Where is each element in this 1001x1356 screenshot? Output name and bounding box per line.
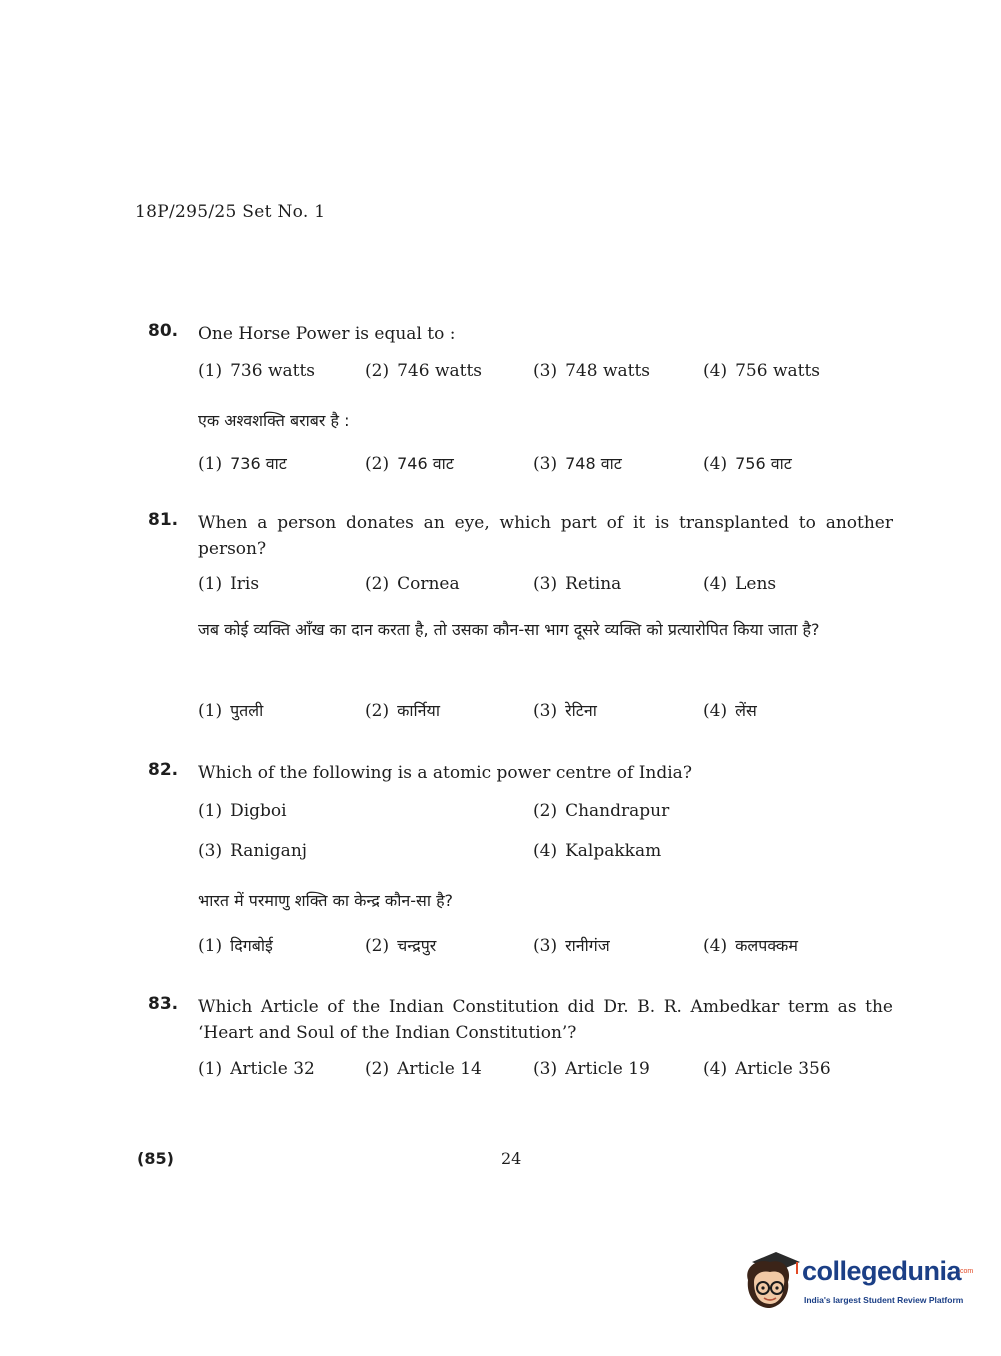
options-english [198,574,898,602]
page-number: 24 [501,1149,522,1168]
option-4: (4) 756 watts [703,361,821,381]
option-3: (3) 748 watts [533,361,651,381]
options-english-row-2 [198,841,898,869]
options-english [198,361,898,389]
option-2: (2) Chandrapur [533,801,670,821]
question-number: 80. [148,321,179,341]
question-number: 82. [148,760,179,780]
question-number: 81. [148,510,179,530]
option-3-hindi: (3) 748 वाट [533,454,622,474]
options-hindi [198,934,898,962]
option-2-hindi: (2) 746 वाट [365,454,454,474]
question-text: Which Article of the Indian Constitution did Dr. B. R. Ambedkar term as the ‘Heart and Soul of the Indian Constitution’? [198,997,893,1043]
option-3: (3) Article 19 [533,1059,650,1079]
option-4: (4) Kalpakkam [533,841,662,861]
option-1-hindi: (1) दिगबोई [198,936,273,956]
option-1: (1) Iris [198,574,260,594]
paper-set-code: 18P/295/25 Set No. 1 [135,202,326,222]
option-4: (4) Lens [703,574,777,594]
option-1: (1) Article 32 [198,1059,315,1079]
options-hindi [198,699,898,727]
mascot-icon [742,1250,800,1312]
footer-code: (85) [137,1149,174,1168]
option-2: (2) 746 watts [365,361,483,381]
question-text: When a person donates an eye, which part of it is transplanted to another person? [198,513,893,559]
question-text: One Horse Power is equal to : [198,324,456,344]
option-4-hindi: (4) कलपक्कम [703,936,798,956]
logo-suffix: .com [958,1268,974,1275]
option-3: (3) Raniganj [198,841,308,861]
option-2-hindi: (2) कार्निया [365,701,440,721]
option-1: (1) 736 watts [198,361,316,381]
question-text: Which of the following is a atomic power centre of India? [198,763,692,783]
option-3-hindi: (3) रानीगंज [533,936,610,956]
question-text-hindi: एक अश्वशक्ति बराबर है : [198,411,350,430]
options-english [198,1059,898,1087]
question-number: 83. [148,994,179,1014]
option-4: (4) Article 356 [703,1059,831,1079]
option-1-hindi: (1) 736 वाट [198,454,287,474]
options-hindi [198,452,898,480]
option-1: (1) Digboi [198,801,287,821]
logo-wordmark: collegedunia [802,1256,962,1286]
option-2: (2) Cornea [365,574,460,594]
logo-tagline: India's largest Student Review Platform [804,1295,964,1305]
option-1-hindi: (1) पुतली [198,701,264,721]
options-english-row-1 [198,801,898,829]
option-3: (3) Retina [533,574,622,594]
question-text-hindi: भारत में परमाणु शक्ति का केन्द्र कौन-सा है? [198,891,454,910]
question-text-hindi: जब कोई व्यक्ति आँख का दान करता है, तो उसका कौन-सा भाग दूसरे व्यक्ति को प्रत्यारोपित किया जाता है? [198,620,820,639]
option-3-hindi: (3) रेटिना [533,701,597,721]
option-2: (2) Article 14 [365,1059,482,1079]
option-4-hindi: (4) लेंस [703,701,757,721]
collegedunia-logo [742,1250,972,1316]
option-2-hindi: (2) चन्द्रपुर [365,936,437,956]
option-4-hindi: (4) 756 वाट [703,454,792,474]
